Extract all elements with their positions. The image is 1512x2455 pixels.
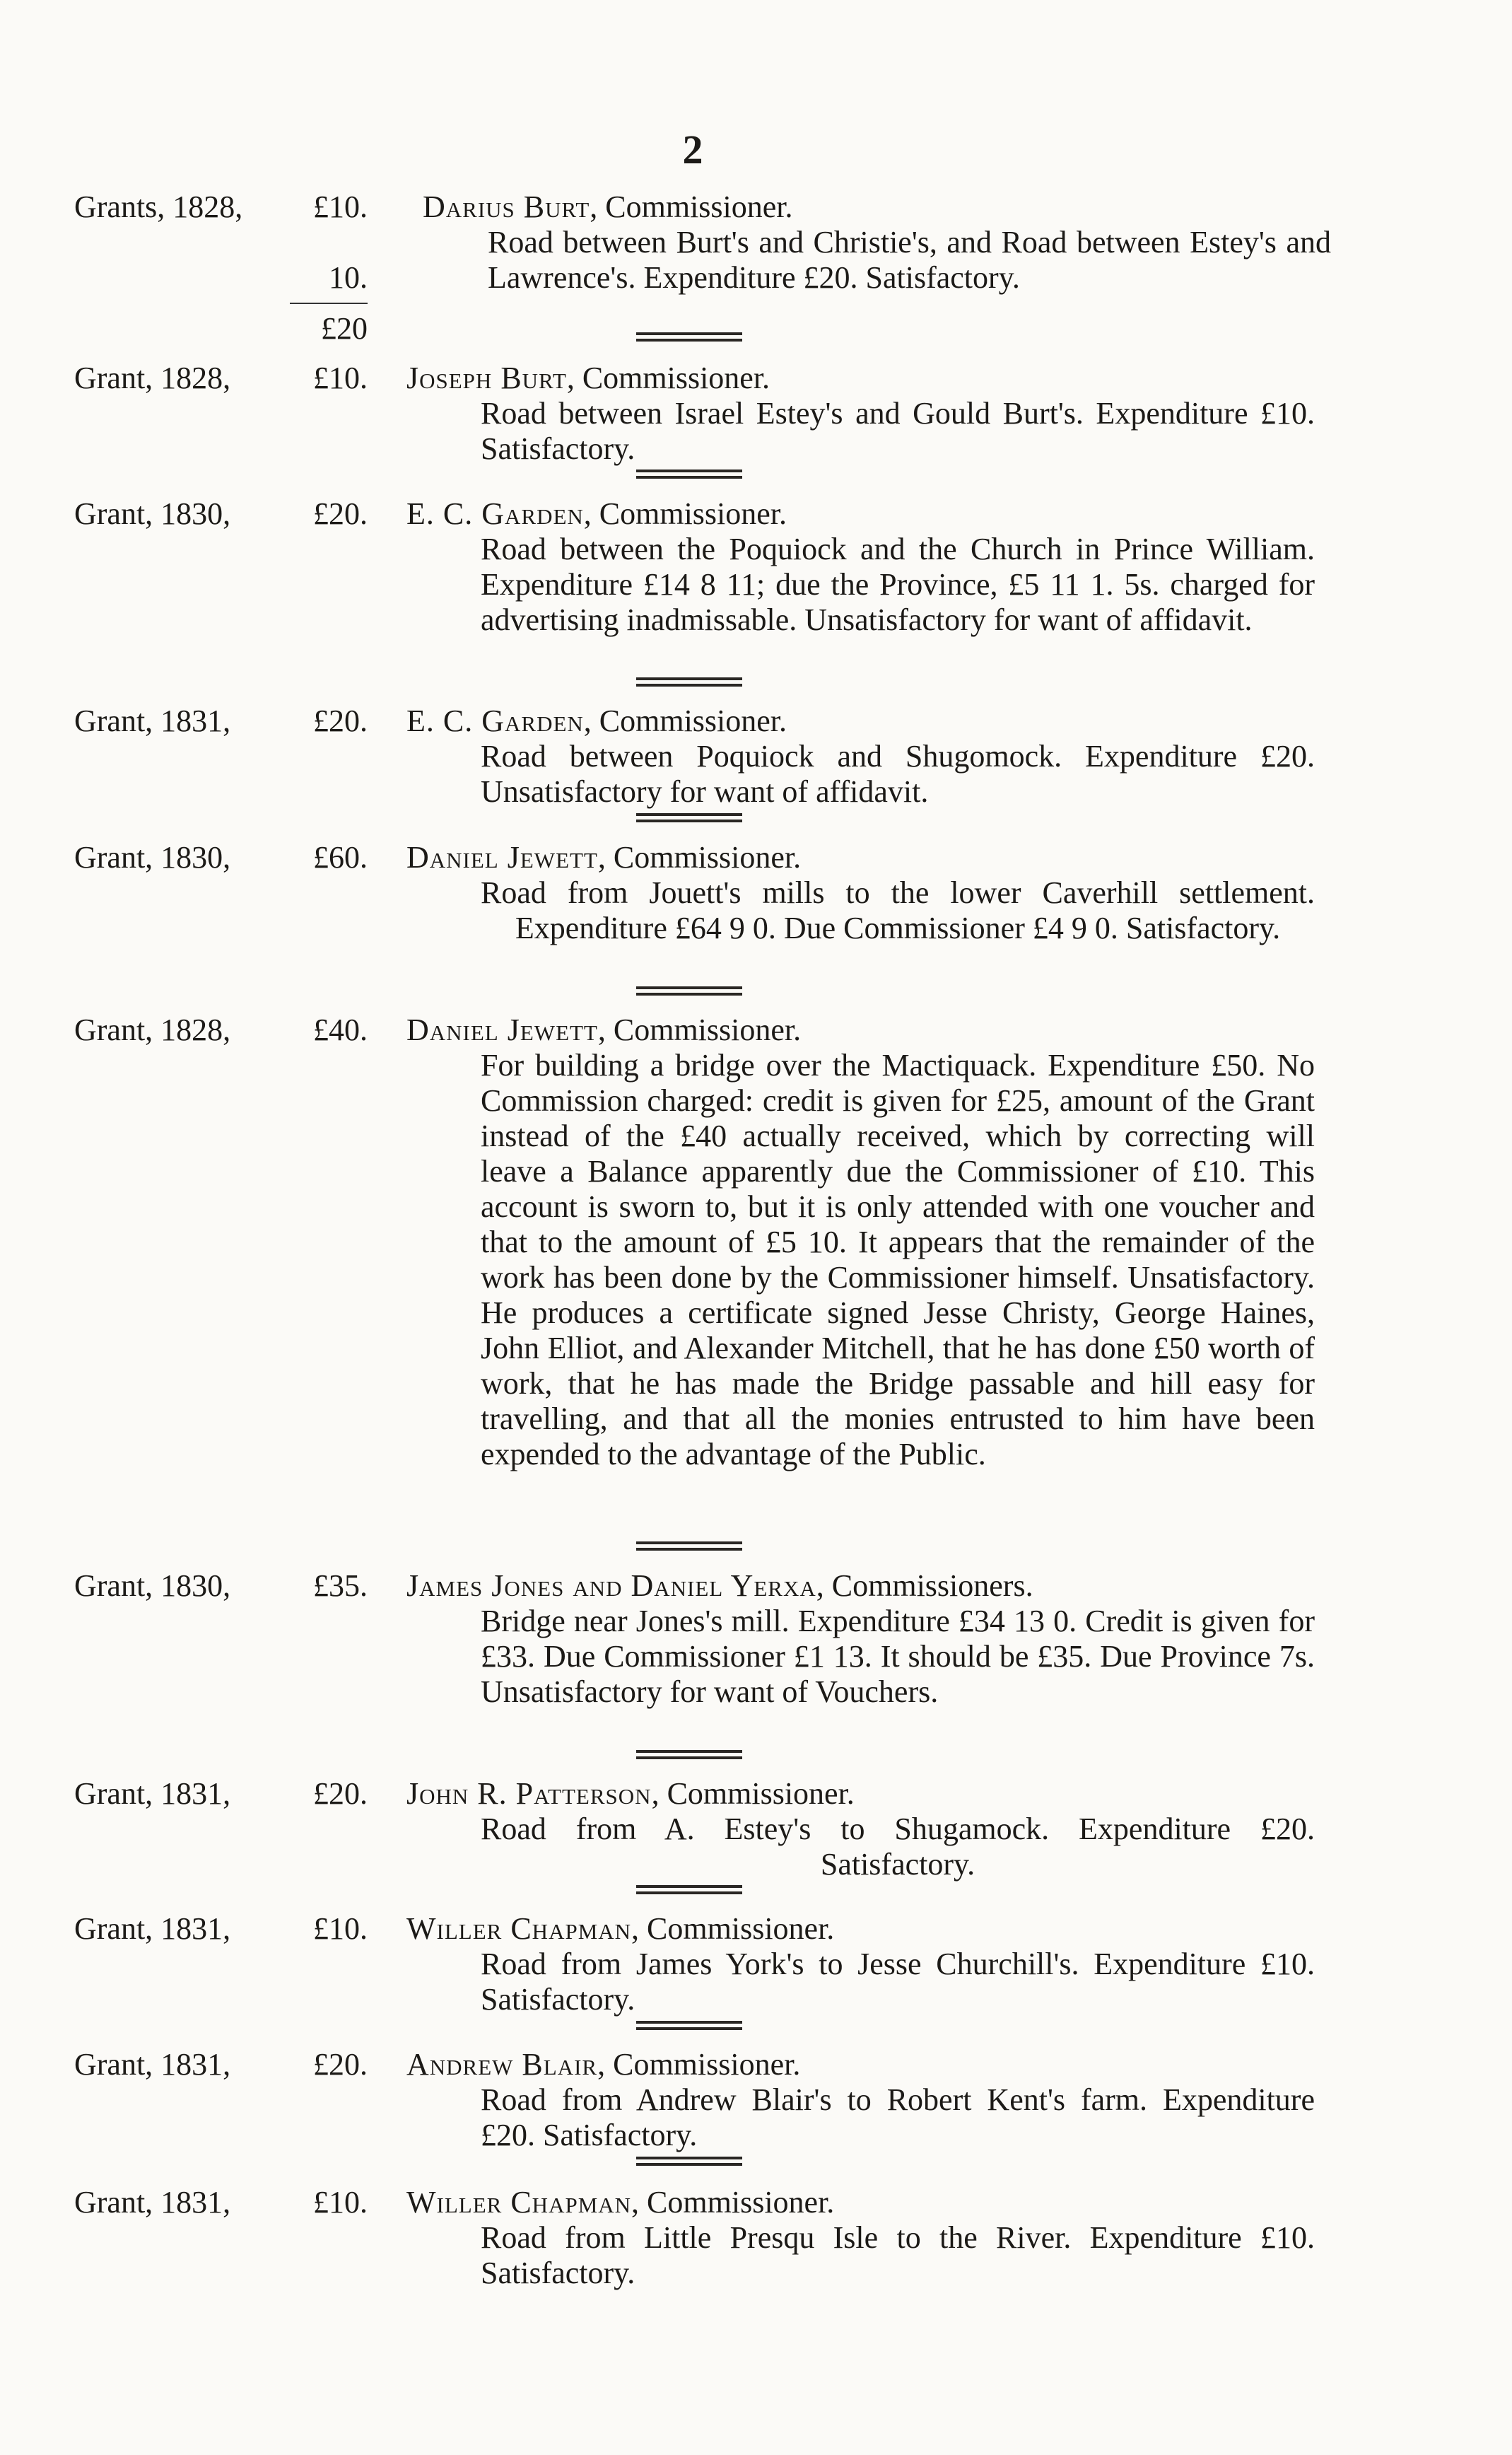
grant-amount: £10. [313, 189, 368, 224]
grant-label: Grant, 1831, [74, 704, 231, 738]
grant-amount: £60. [313, 840, 368, 875]
grant-label: Grant, 1831, [74, 2185, 231, 2220]
commissioner-name: Willer Chapman [406, 2185, 632, 2220]
grant-label: Grant, 1831, [74, 2047, 231, 2082]
commissioner-role: , Commissioner. [590, 189, 793, 224]
commissioner-name: Andrew Blair [406, 2047, 598, 2082]
grant-label: Grant, 1830, [74, 1568, 231, 1603]
grant-amount: £20. [313, 1776, 368, 1811]
entry-description: Road between Burt's and Christie's, and Road between Estey's and Lawrence's. Expenditure £20. Satisfactory. [488, 225, 1331, 295]
commissioner-role: , Commissioners. [816, 1568, 1033, 1603]
separator-rule [636, 813, 742, 823]
entry-description: Road between Poquiock and Shugomock. Expenditure £20. Unsatisfactory for want of affidavit. [481, 739, 1315, 809]
grant-label: Grant, 1828, [74, 361, 231, 395]
commissioner-name: James Jones and Daniel Yerxa [406, 1568, 816, 1603]
separator-rule [636, 1750, 742, 1760]
sum-rule [290, 303, 368, 304]
separator-rule [636, 470, 742, 479]
grant-label: Grant, 1830, [74, 840, 231, 875]
grant-info [74, 2185, 368, 2220]
grant-label: Grant, 1831, [74, 1911, 231, 1946]
commissioner-name: Joseph Burt [406, 361, 567, 395]
grant-label: Grant, 1828, [74, 1013, 231, 1047]
grant-label: Grants, 1828, [74, 189, 243, 224]
commissioner-name: Darius Burt [423, 189, 590, 224]
commissioner-line [406, 1911, 1315, 1947]
entry-description: Road between Israel Estey's and Gould Burt's. Expenditure £10. Satisfactory. [481, 396, 1315, 466]
commissioner-line [406, 704, 1315, 739]
commissioner-name: John R. Patterson [406, 1776, 652, 1811]
grant-total: £20 [321, 311, 368, 346]
separator-rule [636, 1885, 742, 1895]
separator-rule [636, 677, 742, 687]
grant-info [74, 189, 368, 346]
commissioner-role: , Commissioner. [631, 2185, 835, 2220]
separator-rule [636, 1541, 742, 1551]
grant-info [74, 361, 368, 396]
commissioner-name: Daniel Jewett [406, 840, 598, 875]
commissioner-role: , Commissioner. [566, 361, 770, 395]
grant-amount: £20. [313, 496, 368, 531]
entry-description: Bridge near Jones's mill. Expenditure £34 13 0. Credit is given for £33. Due Commissioner £1 13. It should be £35. Due Province 7s. Unsatisfactory for want of Vouchers. [481, 1604, 1315, 1709]
commissioner-name: E. C. Garden [406, 496, 584, 531]
entry-description: Road between the Poquiock and the Church in Prince William. Expenditure £14 8 11; due the Province, £5 11 1. 5s. charged for advertising inadmissable. Unsatisfactory for want of affidavit. [481, 532, 1315, 637]
commissioner-line [406, 1568, 1315, 1604]
grant-amount: £20. [313, 2047, 368, 2082]
grant-info [74, 840, 368, 875]
grant-label: Grant, 1830, [74, 496, 231, 531]
grant-info [74, 1911, 368, 1947]
grant-amount: £20. [313, 704, 368, 738]
grant-info [74, 704, 368, 739]
entry-description: Road from Jouett's mills to the lower Caverhill settlement. Expenditure £64 9 0. Due Commissioner £4 9 0. Satisfactory. [481, 875, 1315, 945]
commissioner-role: , Commissioner. [631, 1911, 835, 1946]
grant-info [74, 1776, 368, 1812]
commissioner-line [406, 496, 1315, 532]
grant-info [74, 496, 368, 532]
commissioner-line [406, 2047, 1315, 2082]
commissioner-role: , Commissioner. [651, 1776, 855, 1811]
commissioner-role: , Commissioner. [583, 496, 787, 531]
entry-description: For building a bridge over the Mactiquack. Expenditure £50. No Commission charged: credit is given for £25, amount of the Grant instead of the £40 actually received, which by correcting will leave a Balance apparently due the Commissioner of £10. This account is sworn to, but it is only attended with one voucher and that to the amount of £5 10. It appears that the remainder of the work has been done by the Commissioner himself. Unsatisfactory. He produces a certificate signed Jesse Christy, George Haines, John Elliot, and Alexander Mitchell, that he has done £50 worth of work, that he has made the Bridge passable and hill easy for travelling, and that all the monies entrusted to him have been expended to the advantage of the Public. [481, 1048, 1315, 1471]
commissioner-role: , Commissioner. [597, 1013, 802, 1047]
commissioner-role: , Commissioner. [597, 840, 802, 875]
commissioner-line [423, 189, 1331, 225]
commissioner-line [406, 361, 1315, 396]
grant-amount: £35. [313, 1568, 368, 1603]
commissioner-role: , Commissioner. [583, 704, 787, 738]
commissioner-line [406, 2185, 1315, 2220]
grant-additional-amount: 10. [329, 260, 368, 295]
grant-label: Grant, 1831, [74, 1776, 231, 1811]
separator-rule [636, 2157, 742, 2167]
grant-info [74, 2047, 368, 2082]
grant-info [74, 1013, 368, 1048]
commissioner-role: , Commissioner. [597, 2047, 801, 2082]
separator-rule [636, 332, 742, 342]
grant-amount: £40. [313, 1013, 368, 1047]
grant-amount: £10. [313, 2185, 368, 2220]
grant-amount: £10. [313, 361, 368, 395]
separator-rule [636, 986, 742, 996]
entry-description: Road from A. Estey's to Shugamock. Expenditure £20. Satisfactory. [481, 1812, 1315, 1882]
entry-description: Road from James York's to Jesse Churchill's. Expenditure £10. Satisfactory. [481, 1947, 1315, 2017]
commissioner-name: Willer Chapman [406, 1911, 632, 1946]
commissioner-name: E. C. Garden [406, 704, 584, 738]
commissioner-line [406, 840, 1315, 875]
entry-description: Road from Little Presqu Isle to the River. Expenditure £10. Satisfactory. [481, 2220, 1315, 2290]
commissioner-name: Daniel Jewett [406, 1013, 598, 1047]
separator-rule [636, 2021, 742, 2031]
commissioner-line [406, 1776, 1315, 1812]
commissioner-line [406, 1013, 1315, 1048]
grant-info [74, 1568, 368, 1604]
page-number: 2 [682, 127, 703, 173]
entry-description: Road from Andrew Blair's to Robert Kent's farm. Expenditure £20. Satisfactory. [481, 2082, 1315, 2152]
grant-amount: £10. [313, 1911, 368, 1946]
